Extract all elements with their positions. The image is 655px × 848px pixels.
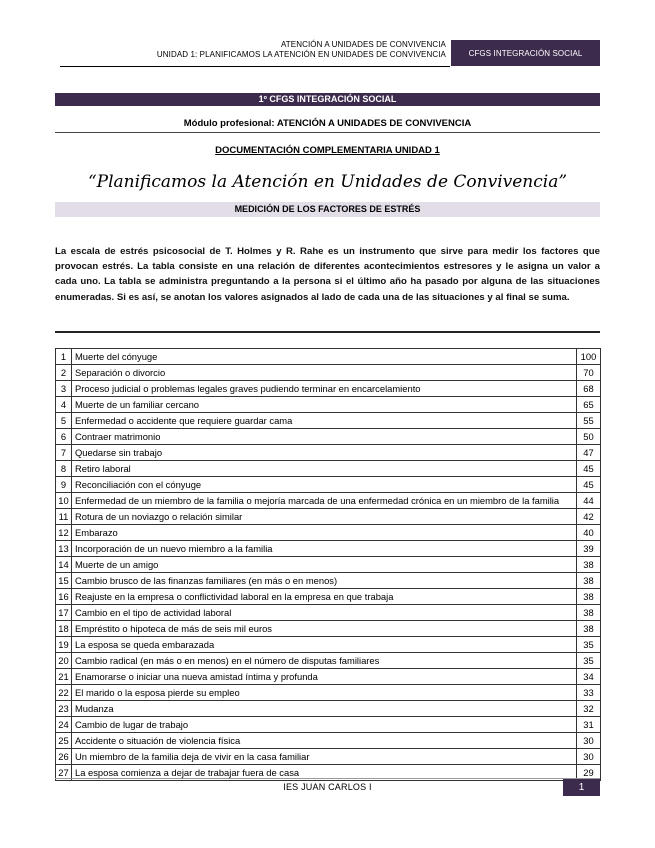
row-value: 33 <box>577 685 601 701</box>
footer-school: IES JUAN CARLOS I <box>283 782 372 792</box>
table-row <box>56 637 601 653</box>
table-row <box>56 733 601 749</box>
row-value: 47 <box>577 445 601 461</box>
row-event: Enfermedad de un miembro de la familia o mejoría marcada de una enfermedad crónica en un miembro de la familia <box>72 493 577 509</box>
row-number: 12 <box>56 525 72 541</box>
main-title: “Planificamos la Atención en Unidades de Convivencia” <box>87 172 568 192</box>
page-header-text <box>60 40 450 67</box>
row-number: 21 <box>56 669 72 685</box>
row-number: 22 <box>56 685 72 701</box>
header-badge: CFGS INTEGRACIÓN SOCIAL <box>451 40 600 66</box>
row-number: 24 <box>56 717 72 733</box>
row-event: Rotura de un noviazgo o relación similar <box>72 509 577 525</box>
table-row <box>56 717 601 733</box>
row-number: 14 <box>56 557 72 573</box>
row-event: Proceso judicial o problemas legales graves pudiendo terminar en encarcelamiento <box>72 381 577 397</box>
table-row <box>56 557 601 573</box>
row-value: 45 <box>577 477 601 493</box>
row-event: Retiro laboral <box>72 461 577 477</box>
row-event: Muerte de un amigo <box>72 557 577 573</box>
row-number: 6 <box>56 429 72 445</box>
row-event: Enamorarse o iniciar una nueva amistad íntima y profunda <box>72 669 577 685</box>
table-row <box>56 381 601 397</box>
doc-title-text: DOCUMENTACIÓN COMPLEMENTARIA UNIDAD 1 <box>215 145 440 156</box>
row-value: 30 <box>577 733 601 749</box>
row-value: 45 <box>577 461 601 477</box>
table-row <box>56 701 601 717</box>
module-title: Módulo profesional: ATENCIÓN A UNIDADES DE CONVIVENCIA <box>55 117 600 133</box>
row-value: 65 <box>577 397 601 413</box>
row-value: 31 <box>577 717 601 733</box>
table-row <box>56 573 601 589</box>
row-value: 38 <box>577 589 601 605</box>
row-event: Cambio radical (en más o en menos) en el número de disputas familiares <box>72 653 577 669</box>
table-row <box>56 749 601 765</box>
row-event: Embarazo <box>72 525 577 541</box>
page-number: 1 <box>563 779 600 796</box>
row-number: 4 <box>56 397 72 413</box>
table-row <box>56 365 601 381</box>
row-value: 34 <box>577 669 601 685</box>
table-row <box>56 605 601 621</box>
row-event: Accidente o situación de violencia física <box>72 733 577 749</box>
table-row <box>56 461 601 477</box>
row-event: Un miembro de la familia deja de vivir en la casa familiar <box>72 749 577 765</box>
table-row <box>56 429 601 445</box>
row-value: 40 <box>577 525 601 541</box>
row-event: Separación o divorcio <box>72 365 577 381</box>
table-row <box>56 349 601 365</box>
row-value: 100 <box>577 349 601 365</box>
row-number: 27 <box>56 765 72 781</box>
row-value: 32 <box>577 701 601 717</box>
table-row <box>56 685 601 701</box>
row-event: Incorporación de un nuevo miembro a la familia <box>72 541 577 557</box>
row-event: Cambio de lugar de trabajo <box>72 717 577 733</box>
table-row <box>56 653 601 669</box>
table-row <box>56 413 601 429</box>
row-number: 19 <box>56 637 72 653</box>
divider <box>55 331 600 333</box>
row-value: 35 <box>577 653 601 669</box>
row-number: 25 <box>56 733 72 749</box>
row-event: Reconciliación con el cónyuge <box>72 477 577 493</box>
row-value: 70 <box>577 365 601 381</box>
row-value: 30 <box>577 749 601 765</box>
row-number: 8 <box>56 461 72 477</box>
row-event: Reajuste en la empresa o conflictividad laboral en la empresa en que trabaja <box>72 589 577 605</box>
row-event: Contraer matrimonio <box>72 429 577 445</box>
row-number: 2 <box>56 365 72 381</box>
row-value: 55 <box>577 413 601 429</box>
row-number: 18 <box>56 621 72 637</box>
row-number: 16 <box>56 589 72 605</box>
row-event: El marido o la esposa pierde su empleo <box>72 685 577 701</box>
table-row <box>56 621 601 637</box>
row-event: Cambio brusco de las finanzas familiares (en más o en menos) <box>72 573 577 589</box>
table-row <box>56 493 601 509</box>
intro-paragraph: La escala de estrés psicosocial de T. Holmes y R. Rahe es un instrumento que sirve para medir los factores que provocan estrés. La tabla consiste en una relación de diferentes acontecimientos estresores y le asigna un valor a cada uno. La tabla se administra preguntando a la persona si el último año ha pasado por alguna de las situaciones enumeradas. Si es así, se anotan los valores asignados al lado de cada una de las situaciones y al final se suma. <box>55 246 600 303</box>
table-row <box>56 445 601 461</box>
row-number: 20 <box>56 653 72 669</box>
row-value: 35 <box>577 637 601 653</box>
table-row <box>56 509 601 525</box>
row-number: 1 <box>56 349 72 365</box>
row-number: 7 <box>56 445 72 461</box>
header-module-line: ATENCIÓN A UNIDADES DE CONVIVENCIA <box>280 40 446 49</box>
row-value: 44 <box>577 493 601 509</box>
row-event: Mudanza <box>72 701 577 717</box>
row-number: 13 <box>56 541 72 557</box>
table-row <box>56 541 601 557</box>
row-number: 5 <box>56 413 72 429</box>
row-event: Enfermedad o accidente que requiere guardar cama <box>72 413 577 429</box>
row-number: 15 <box>56 573 72 589</box>
row-value: 29 <box>577 765 601 781</box>
row-event: Muerte de un familiar cercano <box>72 397 577 413</box>
header-unit-line: UNIDAD 1: PLANIFICAMOS LA ATENCIÓN EN UNIDADES DE CONVIVENCIA <box>156 49 446 59</box>
footer-divider <box>55 778 600 779</box>
doc-title <box>55 144 600 158</box>
section-title: MEDICIÓN DE LOS FACTORES DE ESTRÉS <box>55 202 600 217</box>
table-row <box>56 477 601 493</box>
row-number: 11 <box>56 509 72 525</box>
row-number: 23 <box>56 701 72 717</box>
row-event: Cambio en el tipo de actividad laboral <box>72 605 577 621</box>
row-value: 42 <box>577 509 601 525</box>
row-event: La esposa comienza a dejar de trabajar fuera de casa <box>72 765 577 781</box>
table-row <box>56 525 601 541</box>
row-number: 17 <box>56 605 72 621</box>
row-value: 38 <box>577 621 601 637</box>
row-number: 26 <box>56 749 72 765</box>
row-event: Quedarse sin trabajo <box>72 445 577 461</box>
row-value: 38 <box>577 573 601 589</box>
row-event: Muerte del cónyuge <box>72 349 577 365</box>
row-event: La esposa se queda embarazada <box>72 637 577 653</box>
row-value: 39 <box>577 541 601 557</box>
row-number: 9 <box>56 477 72 493</box>
table-row <box>56 589 601 605</box>
row-value: 50 <box>577 429 601 445</box>
course-band: 1º CFGS INTEGRACIÓN SOCIAL <box>55 93 600 106</box>
table-row <box>56 397 601 413</box>
row-number: 3 <box>56 381 72 397</box>
row-number: 10 <box>56 493 72 509</box>
row-event: Empréstito o hipoteca de más de seis mil euros <box>72 621 577 637</box>
table-row <box>56 669 601 685</box>
row-value: 68 <box>577 381 601 397</box>
row-value: 38 <box>577 605 601 621</box>
stress-scale-table <box>55 348 601 781</box>
stress-scale-table-body <box>56 349 601 781</box>
row-value: 38 <box>577 557 601 573</box>
